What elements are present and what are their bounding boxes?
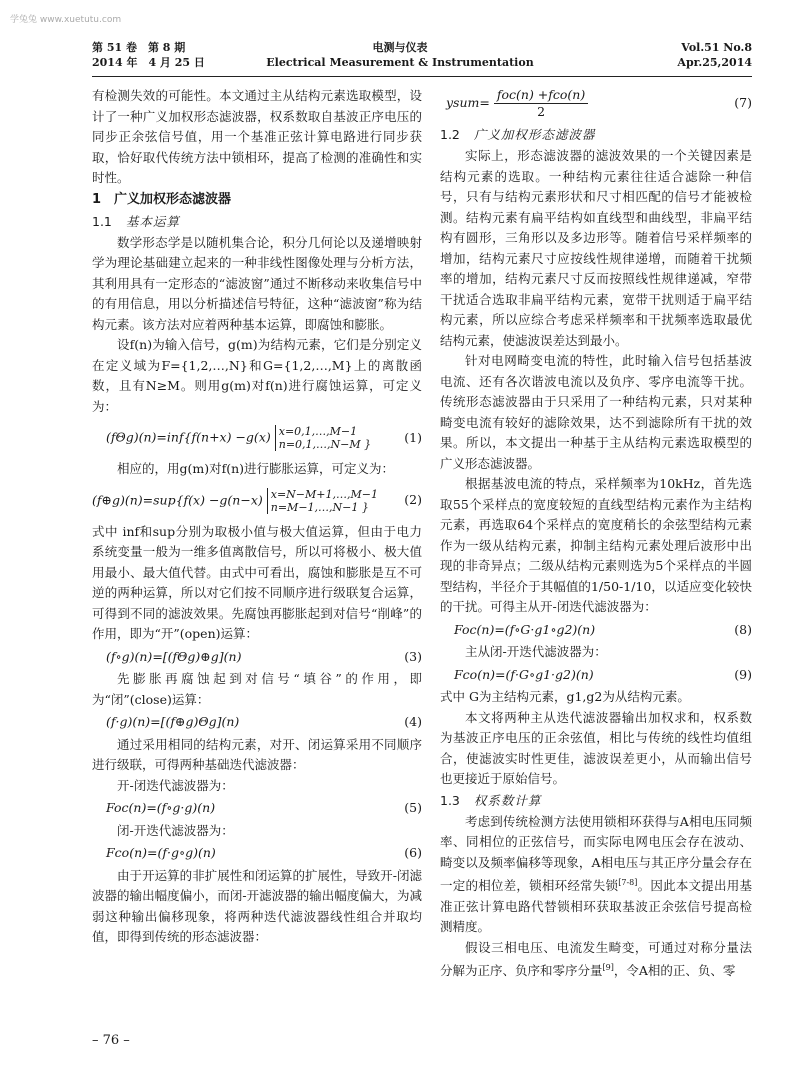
subsection-heading	[440, 124, 752, 146]
volume-en: Vol.51 No.8	[681, 41, 752, 54]
equation-number: (3)	[404, 648, 422, 664]
paragraph: 数学形态学是以随机集合论，积分几何论以及递增映射学为理论基础建立起来的一种非线性图像处理与分析方法，其利用具有一定形态的“滤波窗”通过不断移动来收集信号中的有用信息，用以分析描述信号特征，这种“滤波窗”称为结构元素。该方法对应着两种基本运算，即腐蚀和膨胀。	[92, 234, 422, 332]
equation-conditions: x=0,1,…,M−1 n=0,1,…,N−M }	[275, 425, 371, 451]
equation-number: (6)	[404, 845, 422, 860]
paragraph: 实际上，形态滤波器的滤波效果的一个关键因素是结构元素的选取。一种结构元素往往适合滤除一种信号，只有与结构元素形状和尺寸相匹配的信号才能被检测。结构元素有扁平结构如直线型和曲线型，非扁平结构有圆形，三角形以及多边形等。随着信号采样频率的增加，结构元素尺寸应按线性规律递增，而随着干扰频率的增加，结构元素尺寸反而按照线性规律递减，窄带干扰适合选取非扁平结构元素，宽带干扰则适于扁平结构元素，所以应综合考虑采样频率和干扰频率选取最优结构元素，使滤波误差达到最小。	[440, 148, 752, 348]
right-column	[440, 86, 752, 982]
paragraph: 本文将两种主从迭代滤波器输出加权求和，权系数为基波正序电压的正余弦值，相比与传统的线性均值组合，使滤波实时性更佳，滤波误差更小，从而输出信号也更接近于原始信号。	[440, 709, 752, 786]
citation: [9]	[602, 963, 614, 973]
subsection-heading	[440, 790, 752, 812]
paragraph: 通过采用相同的结构元素，对开、闭运算采用不同顺序进行级联，可得两种基础迭代滤波器：	[92, 736, 422, 772]
journal-name-cn: 电测与仪表	[372, 41, 428, 54]
subsection-title: 权系数计算	[473, 792, 542, 808]
subsection-title: 基本运算	[125, 213, 180, 229]
fraction-denominator: 2	[537, 103, 546, 119]
equation-4	[92, 712, 422, 733]
paragraph: 闭-开迭代滤波器为：	[117, 822, 234, 838]
equation-main: (f·g)(n)=[(f⊕g)Θg](n)	[106, 714, 240, 729]
subsection-title: 广义加权形态滤波器	[473, 127, 596, 142]
section-heading: 1 广义加权形态滤波器	[92, 191, 232, 207]
equation-main: (f⊕g)(n)=sup{f(x) −g(n−x)	[92, 492, 263, 507]
paragraph: 针对电网畸变电流的特性，此时输入信号包括基波电流、还有各次谐波电流以及负序、零序电流等干扰。传统形态滤波器由于只采用了一种结构元素，只对某种畸变电流有较好的滤除效果，达不到滤除所有干扰的效果。所以，本文提出一种基于主从结构元素选取模型的广义形态滤波器。	[440, 353, 752, 471]
equation-9	[440, 665, 752, 686]
equation-main: Foc(n)=(f∘G·g1∘g2)(n)	[454, 621, 596, 637]
paragraph: 考虑到传统检测方法使用锁相环获得与A相电压同频率、同相位的正弦信号，而实际电网电压会存在波动、畸变以及频率偏移等现象，A相电压与其正序分量会存在一定的相位差，锁相环经常失锁[7-8]。因此本文提出用基准正弦计算电路代替锁相环获取基波正余弦信号提高检测精度。	[440, 813, 752, 935]
equation-5	[92, 798, 422, 819]
journal-name-en: Electrical Measurement & Instrumentation	[266, 56, 534, 69]
paragraph: 相应的，用g(m)对f(n)进行膨胀运算，可定义为：	[117, 461, 395, 476]
equation-conditions: x=N−M+1,…,M−1 n=M−1,…,N−1 }	[267, 488, 378, 514]
watermark: 学兔兔 www.xuetutu.com	[10, 15, 122, 25]
page-number: – 76 –	[92, 1033, 130, 1048]
equation-3	[92, 647, 422, 668]
subsection-number: 1.3	[440, 792, 460, 808]
equation-main: Fco(n)=(f·g∘g)(n)	[106, 845, 216, 860]
equation-6	[92, 843, 422, 864]
paragraph: 开-闭迭代滤波器为：	[117, 777, 234, 793]
equation-number: (9)	[734, 666, 752, 682]
equation-number: (2)	[404, 492, 422, 508]
equation-7	[440, 84, 752, 122]
paragraph: 根据基波电流的特点，采样频率为10kHz，首先选取55个采样点的宽度较短的直线型结构元素作为主结构元素，再选取64个采样点的宽度稍长的余弦型结构元素作为一级从结构元素，抑制主结构元素处理后波形中出现的非奇异点；二级从结构元素则选为5个采样点的半圆型结构，半径介于其幅值的1/50-1/10，以适应变化较快的干扰。可得主从开-闭迭代滤波器为：	[440, 476, 752, 614]
left-column	[92, 86, 422, 948]
volume-cn: 第 51 卷 第 8 期	[92, 41, 186, 54]
equation-main: (fΘg)(n)=inf{f(n+x) −g(x)	[106, 429, 271, 445]
equation-number: (1)	[404, 429, 422, 445]
equation-lhs: ysum=	[446, 94, 490, 110]
equation-2	[92, 482, 422, 520]
equation-number: (5)	[404, 800, 422, 815]
equation-main: Fco(n)=(f·G∘g1·g2)(n)	[454, 666, 594, 682]
equation-8	[440, 620, 752, 641]
equation-main: (f∘g)(n)=[(fΘg)⊕g](n)	[106, 648, 242, 664]
equation-number: (8)	[734, 621, 752, 637]
equation-1	[92, 419, 422, 457]
subsection-number: 1.1	[92, 213, 112, 229]
subsection-number: 1.2	[440, 127, 460, 142]
paragraph: 设f(n)为输入信号，g(m)为结构元素，它们是分别定义在定义域为F={1,2,…,N}和G={1,2,…,M}上的离散函数，且有N≥M。则用g(m)对f(n)进行腐蚀运算，可定义为：	[92, 337, 422, 414]
paragraph: 由于开运算的非扩展性和闭运算的扩展性，导致开-闭滤波器的输出幅度偏小，而闭-开滤波器的输出幅度偏大，为减弱这种输出偏移现象，将两种迭代滤波器线性组合并取均值，即得到传统的形态滤波器：	[92, 867, 422, 944]
paragraph: 主从闭-开迭代滤波器为：	[465, 644, 607, 659]
header-rule	[92, 76, 752, 77]
paragraph: 式中 G为主结构元素，g1,g2为从结构元素。	[440, 689, 690, 704]
header-right	[677, 40, 752, 70]
date-en: Apr.25,2014	[677, 56, 752, 69]
equation-fraction	[494, 87, 588, 120]
citation: [7-8]	[618, 878, 638, 887]
equation-main: Foc(n)=(f∘g·g)(n)	[106, 800, 216, 815]
equation-number: (4)	[404, 714, 422, 729]
date-cn: 2014 年 4 月 25 日	[92, 56, 205, 69]
subsection-heading	[92, 211, 422, 233]
paragraph: 假设三相电压、电流发生畸变，可通过对称分量法分解为正序、负序和零序分量[9]，令A相的正、负、零	[440, 939, 752, 979]
fraction-numerator: foc(n) +fco(n)	[494, 87, 588, 104]
paragraph: 先膨胀再腐蚀起到对信号“填谷”的作用，即为“闭”(close)运算：	[92, 671, 422, 707]
equation-number: (7)	[734, 94, 752, 110]
paragraph: 式中 inf和sup分别为取极小值与极大值运算，但由于电力系统变量一般为一维多值离散信号，所以可将极小、极大值用最小、最大值代替。由式中可看出，腐蚀和膨胀是互不可逆的两种运算，所以对它们按不同顺序进行级联复合运算，可得到不同的滤波效果。先腐蚀再膨胀起到对信号“削峰”的作用，即为“开”(open)运算：	[92, 523, 422, 641]
paragraph: 有检测失效的可能性。本文通过主从结构元素选取模型，设计了一种广义加权形态滤波器，权系数取自基波正序电压的同步正余弦信号值，用一个基准正弦计算电路进行同步获取，恰好取代传统方法中锁相环，提高了检测的准确性和实时性。	[92, 88, 422, 185]
